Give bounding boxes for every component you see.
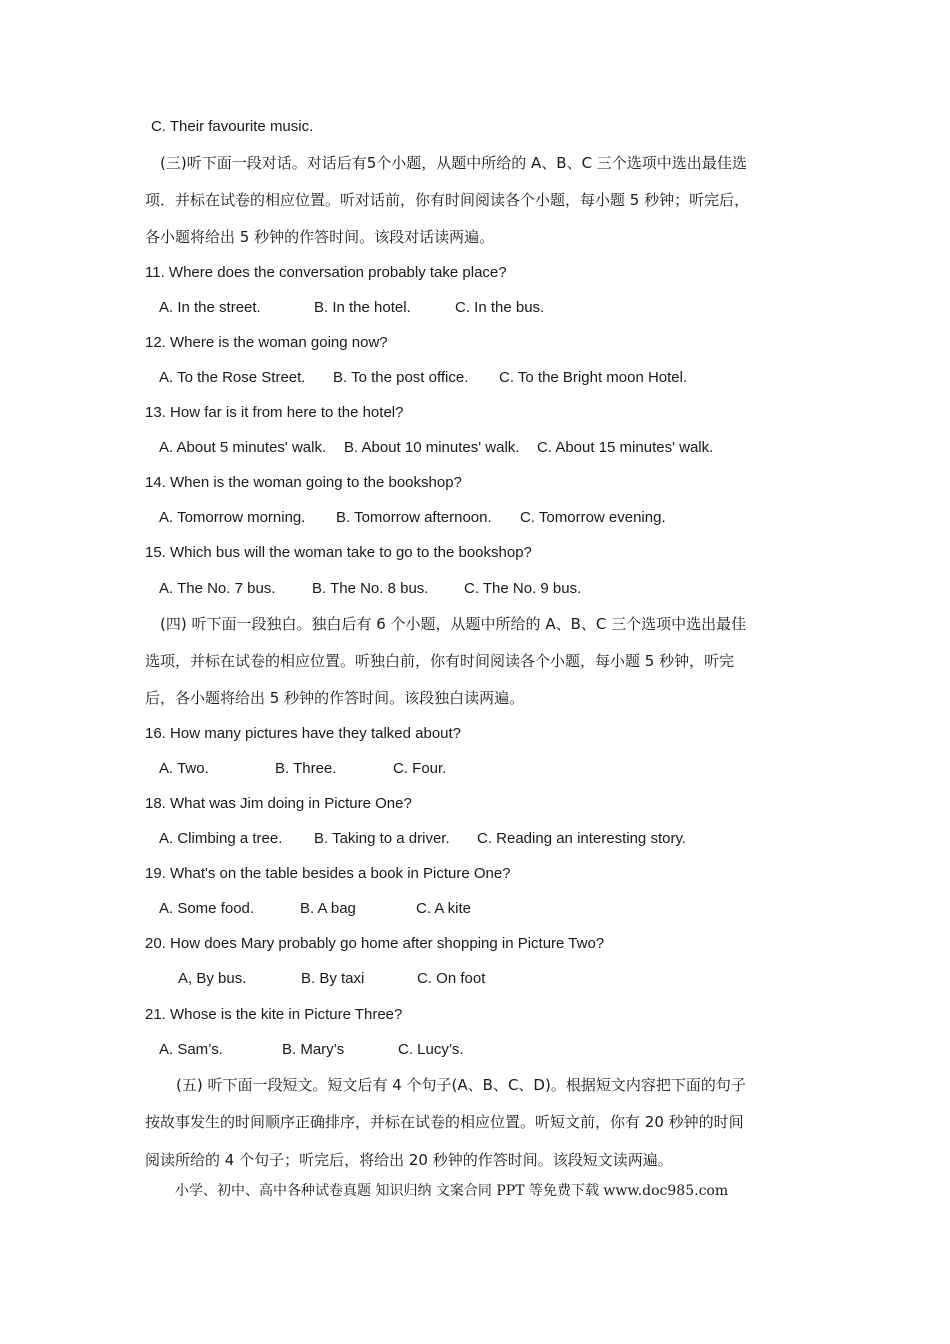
q20-option-b: B. By taxi [301, 970, 365, 987]
q15-option-a: A. The No. 7 bus. [159, 580, 276, 597]
section-4-instruction-line-2: 选项，并标在试卷的相应位置。听独白前，你有时间阅读各个小题，每小题 5 秒钟，听完 [145, 652, 735, 670]
page-footer: 小学、初中、高中各种试卷真题 知识归纳 文案合同 PPT 等免费下载 www.doc985.com [175, 1183, 729, 1199]
q13-option-a: A. About 5 minutes' walk. [159, 439, 327, 456]
question-13: 13. How far is it from here to the hotel? [145, 404, 404, 421]
q12-option-a: A. To the Rose Street. [159, 369, 306, 386]
q13-option-c: C. About 15 minutes' walk. [537, 439, 714, 456]
section-3-instruction-line-3: 各小题将给出 5 秒钟的作答时间。该段对话读两遍。 [145, 228, 495, 246]
q18-option-a: A. Climbing a tree. [159, 830, 283, 847]
q14-option-a: A. Tomorrow morning. [159, 509, 306, 526]
section-4-instruction-line-3: 后，各小题将给出 5 秒钟的作答时间。该段独白读两遍。 [145, 689, 525, 707]
q18-option-c: C. Reading an interesting story. [477, 830, 686, 847]
question-19: 19. What's on the table besides a book in Picture One? [145, 865, 511, 882]
q21-option-b: B. Mary’s [282, 1041, 345, 1058]
section-3-instruction-line-2: 项．并标在试卷的相应位置。听对话前，你有时间阅读各个小题，每小题 5 秒钟；听完后， [145, 191, 750, 209]
section-5-instruction-line-2: 按故事发生的时间顺序正确排序，并标在试卷的相应位置。听短文前，你有 20 秒钟的时间 [145, 1113, 744, 1131]
q14-option-b: B. Tomorrow afternoon. [336, 509, 492, 526]
q16-option-c: C. Four. [393, 760, 447, 777]
q19-option-a: A. Some food. [159, 900, 255, 917]
q16-option-b: B. Three. [275, 760, 337, 777]
question-11: 11. Where does the conversation probably take place? [145, 264, 507, 281]
question-14: 14. When is the woman going to the bookshop? [145, 474, 462, 491]
question-16: 16. How many pictures have they talked about? [145, 725, 462, 742]
question-15: 15. Which bus will the woman take to go to the bookshop? [145, 544, 532, 561]
q21-option-a: A. Sam’s. [159, 1041, 223, 1058]
section-5-instruction-line-1: (五) 听下面一段短文。短文后有 4 个句子(A、B、C、D)。根据短文内容把下面的句子 [176, 1076, 746, 1094]
question-21: 21. Whose is the kite in Picture Three? [145, 1006, 403, 1023]
question-20: 20. How does Mary probably go home after shopping in Picture Two? [145, 935, 605, 952]
q11-option-c: C. In the bus. [455, 299, 545, 316]
section-4-instruction-line-1: (四) 听下面一段独白。独白后有 6 个小题，从题中所给的 A、B、C 三个选项中选出最佳 [160, 615, 747, 633]
question-18: 18. What was Jim doing in Picture One? [145, 795, 412, 812]
q15-option-b: B. The No. 8 bus. [312, 580, 429, 597]
section-5-instruction-line-3: 阅读所给的 4 个句子；听完后，将给出 20 秒钟的作答时间。该段短文读两遍。 [145, 1151, 673, 1169]
q15-option-c: C. The No. 9 bus. [464, 580, 582, 597]
q12-option-b: B. To the post office. [333, 369, 469, 386]
q11-option-b: B. In the hotel. [314, 299, 411, 316]
q20-option-a: A, By bus. [178, 970, 247, 987]
q13-option-b: B. About 10 minutes' walk. [344, 439, 520, 456]
q20-option-c: C. On foot [417, 970, 486, 987]
q19-option-b: B. A bag [300, 900, 356, 917]
q16-option-a: A. Two. [159, 760, 209, 777]
q10-option-c: C. Their favourite music. [151, 118, 314, 135]
q14-option-c: C. Tomorrow evening. [520, 509, 666, 526]
q18-option-b: B. Taking to a driver. [314, 830, 450, 847]
section-3-instruction-line-1: (三)听下面一段对话。对话后有5个小题，从题中所给的 A、B、C 三个选项中选出最佳选 [160, 154, 747, 172]
q19-option-c: C. A kite [416, 900, 472, 917]
q11-option-a: A. In the street. [159, 299, 261, 316]
question-12: 12. Where is the woman going now? [145, 334, 388, 351]
q12-option-c: C. To the Bright moon Hotel. [499, 369, 688, 386]
q21-option-c: C. Lucy’s. [398, 1041, 464, 1058]
